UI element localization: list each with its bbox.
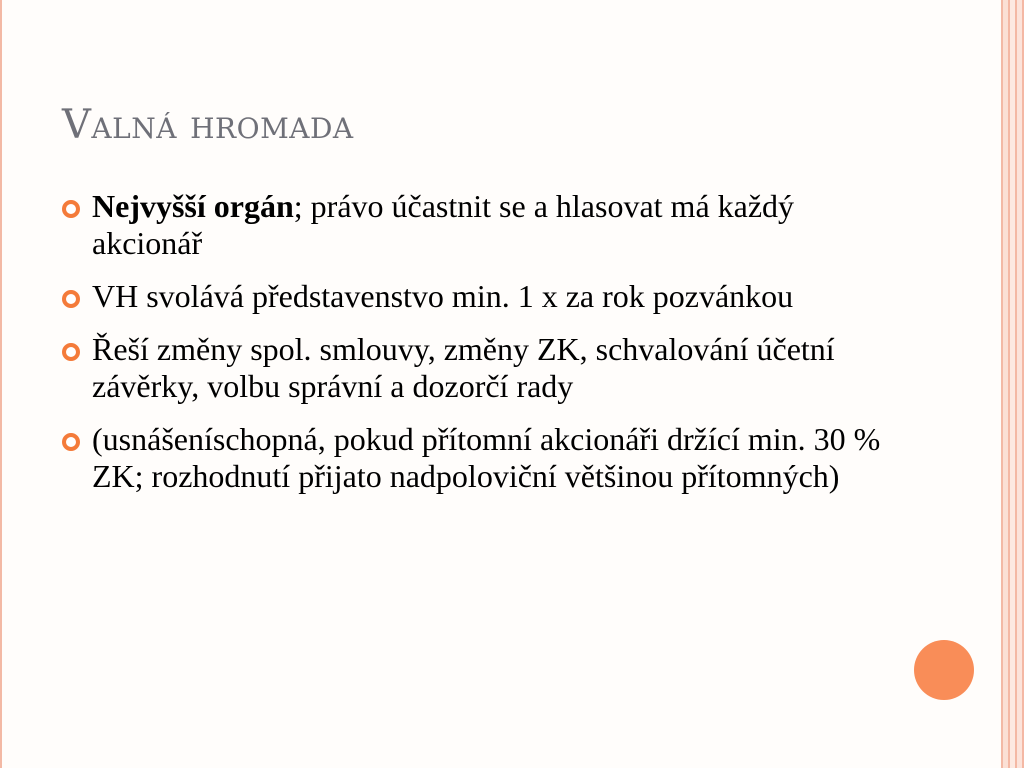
- ring-bullet-icon: [62, 290, 80, 308]
- orange-circle-decoration: [914, 640, 974, 700]
- bullet-text: ; právo účastnit se a hlasovat má každý akcionář: [92, 188, 795, 261]
- ring-bullet-icon: [62, 200, 80, 218]
- bullet-item: [62, 188, 882, 262]
- ring-bullet-icon: [62, 343, 80, 361]
- bullet-list: [62, 188, 882, 511]
- decorative-stripes: [1003, 0, 1024, 768]
- bullet-text: Řeší změny spol. smlouvy, změny ZK, schvalování účetní závěrky, volbu správní a dozorčí rady: [92, 331, 835, 404]
- bullet-item: [62, 278, 882, 315]
- slide-title: Valná hromada: [62, 102, 354, 148]
- bullet-text: (usnášeníschopná, pokud přítomní akcionáři držící min. 30 % ZK; rozhodnutí přijato nadpoloviční většinou přítomných): [92, 421, 881, 494]
- bullet-item: [62, 331, 882, 405]
- bullet-text: VH svolává představenstvo min. 1 x za rok pozvánkou: [92, 278, 794, 314]
- bullet-bold-text: Nejvyšší orgán: [92, 188, 294, 224]
- bullet-item: [62, 421, 882, 495]
- ring-bullet-icon: [62, 433, 80, 451]
